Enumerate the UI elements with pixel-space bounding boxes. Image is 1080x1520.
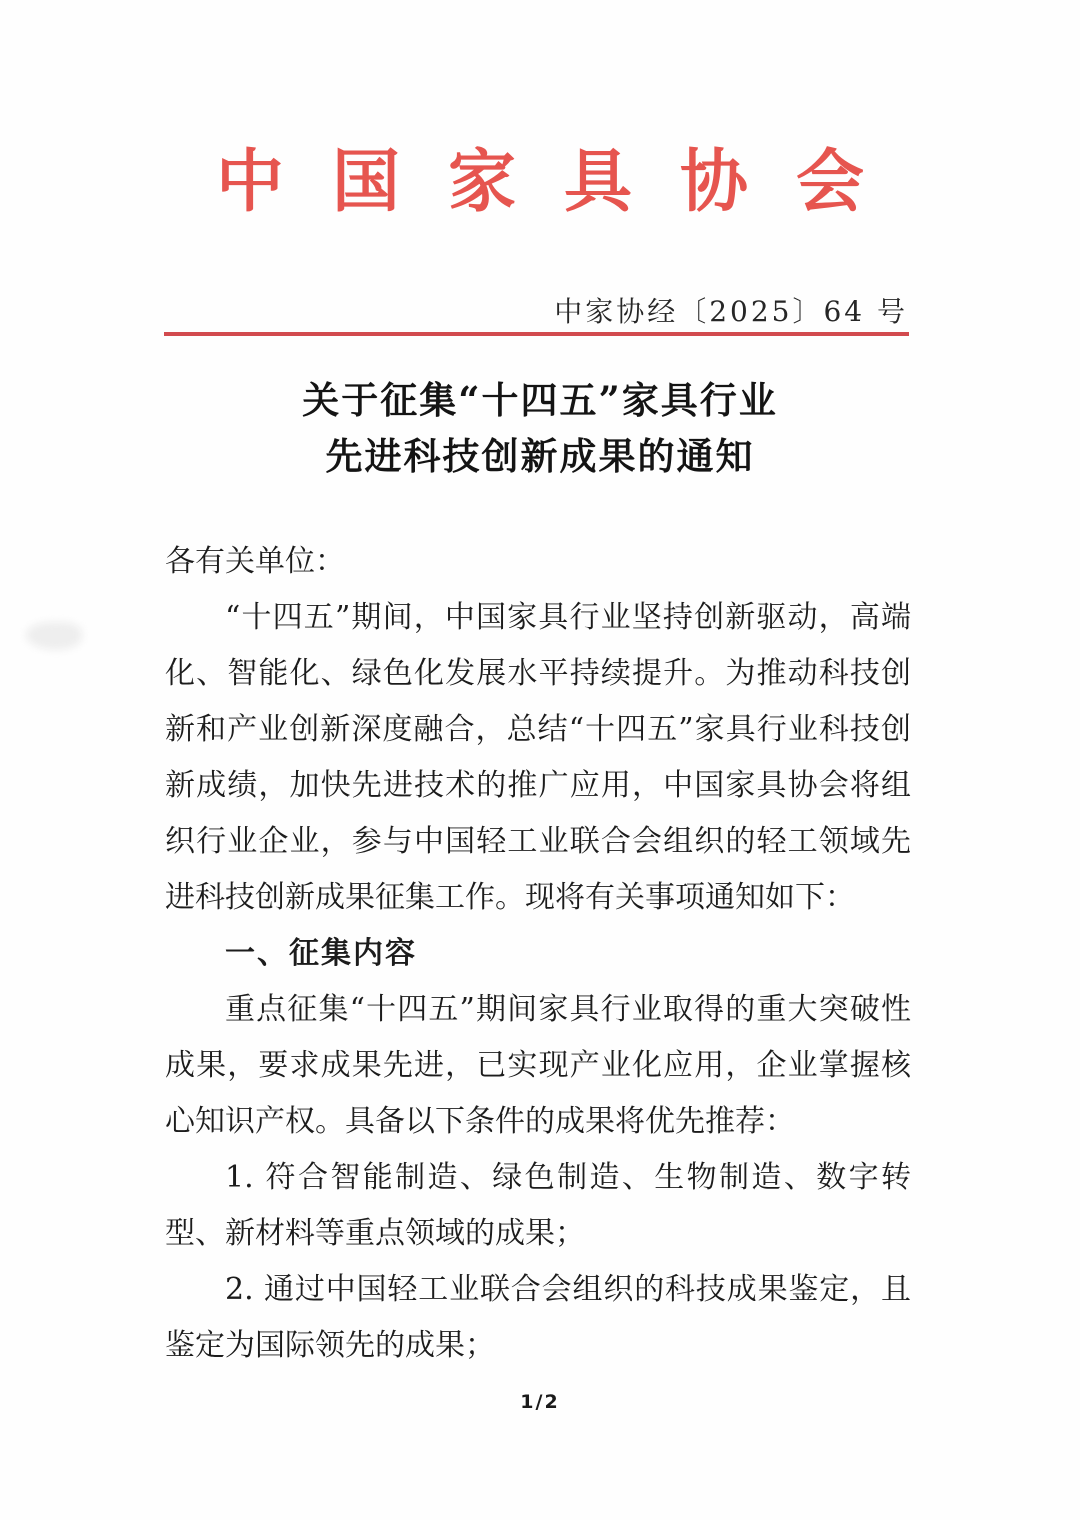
intro-paragraph: “十四五”期间，中国家具行业坚持创新驱动，高端化、智能化、绿色化发展水平持续提升。为推动科技创新和产业创新深度融合，总结“十四五”家具行业科技创新成绩，加快先进技术的推广应用，中国家具协会将组织行业企业，参与中国轻工业联合会组织的轻工领域先进科技创新成果征集工作。现将有关事项通知如下： [165,600,911,915]
document-title-line1: 关于征集“十四五”家具行业 [302,378,778,422]
list-item-2: 2. 通过中国轻工业联合会组织的科技成果鉴定，且鉴定为国际领先的成果； [165,1272,911,1363]
list-item-1: 1. 符合智能制造、绿色制造、生物制造、数字转型、新材料等重点领域的成果； [165,1160,911,1251]
section-paragraph: 重点征集“十四五”期间家具行业取得的重大突破性成果，要求成果先进，已实现产业化应用，企业掌握核心知识产权。具备以下条件的成果将优先推荐： [165,992,911,1139]
document-body [165,534,911,1374]
scan-artifact [26,622,82,650]
red-divider-line [164,332,909,336]
org-header: 中国家具协会 [215,142,912,222]
doc-number: 中家协经〔2025〕64 号 [554,295,908,328]
document-title [0,372,1080,484]
salutation: 各有关单位： [165,544,345,579]
document-title-line2: 先进科技创新成果的通知 [325,434,755,478]
section-heading: 一、征集内容 [225,936,417,971]
page-number: 1/2 [520,1391,560,1413]
